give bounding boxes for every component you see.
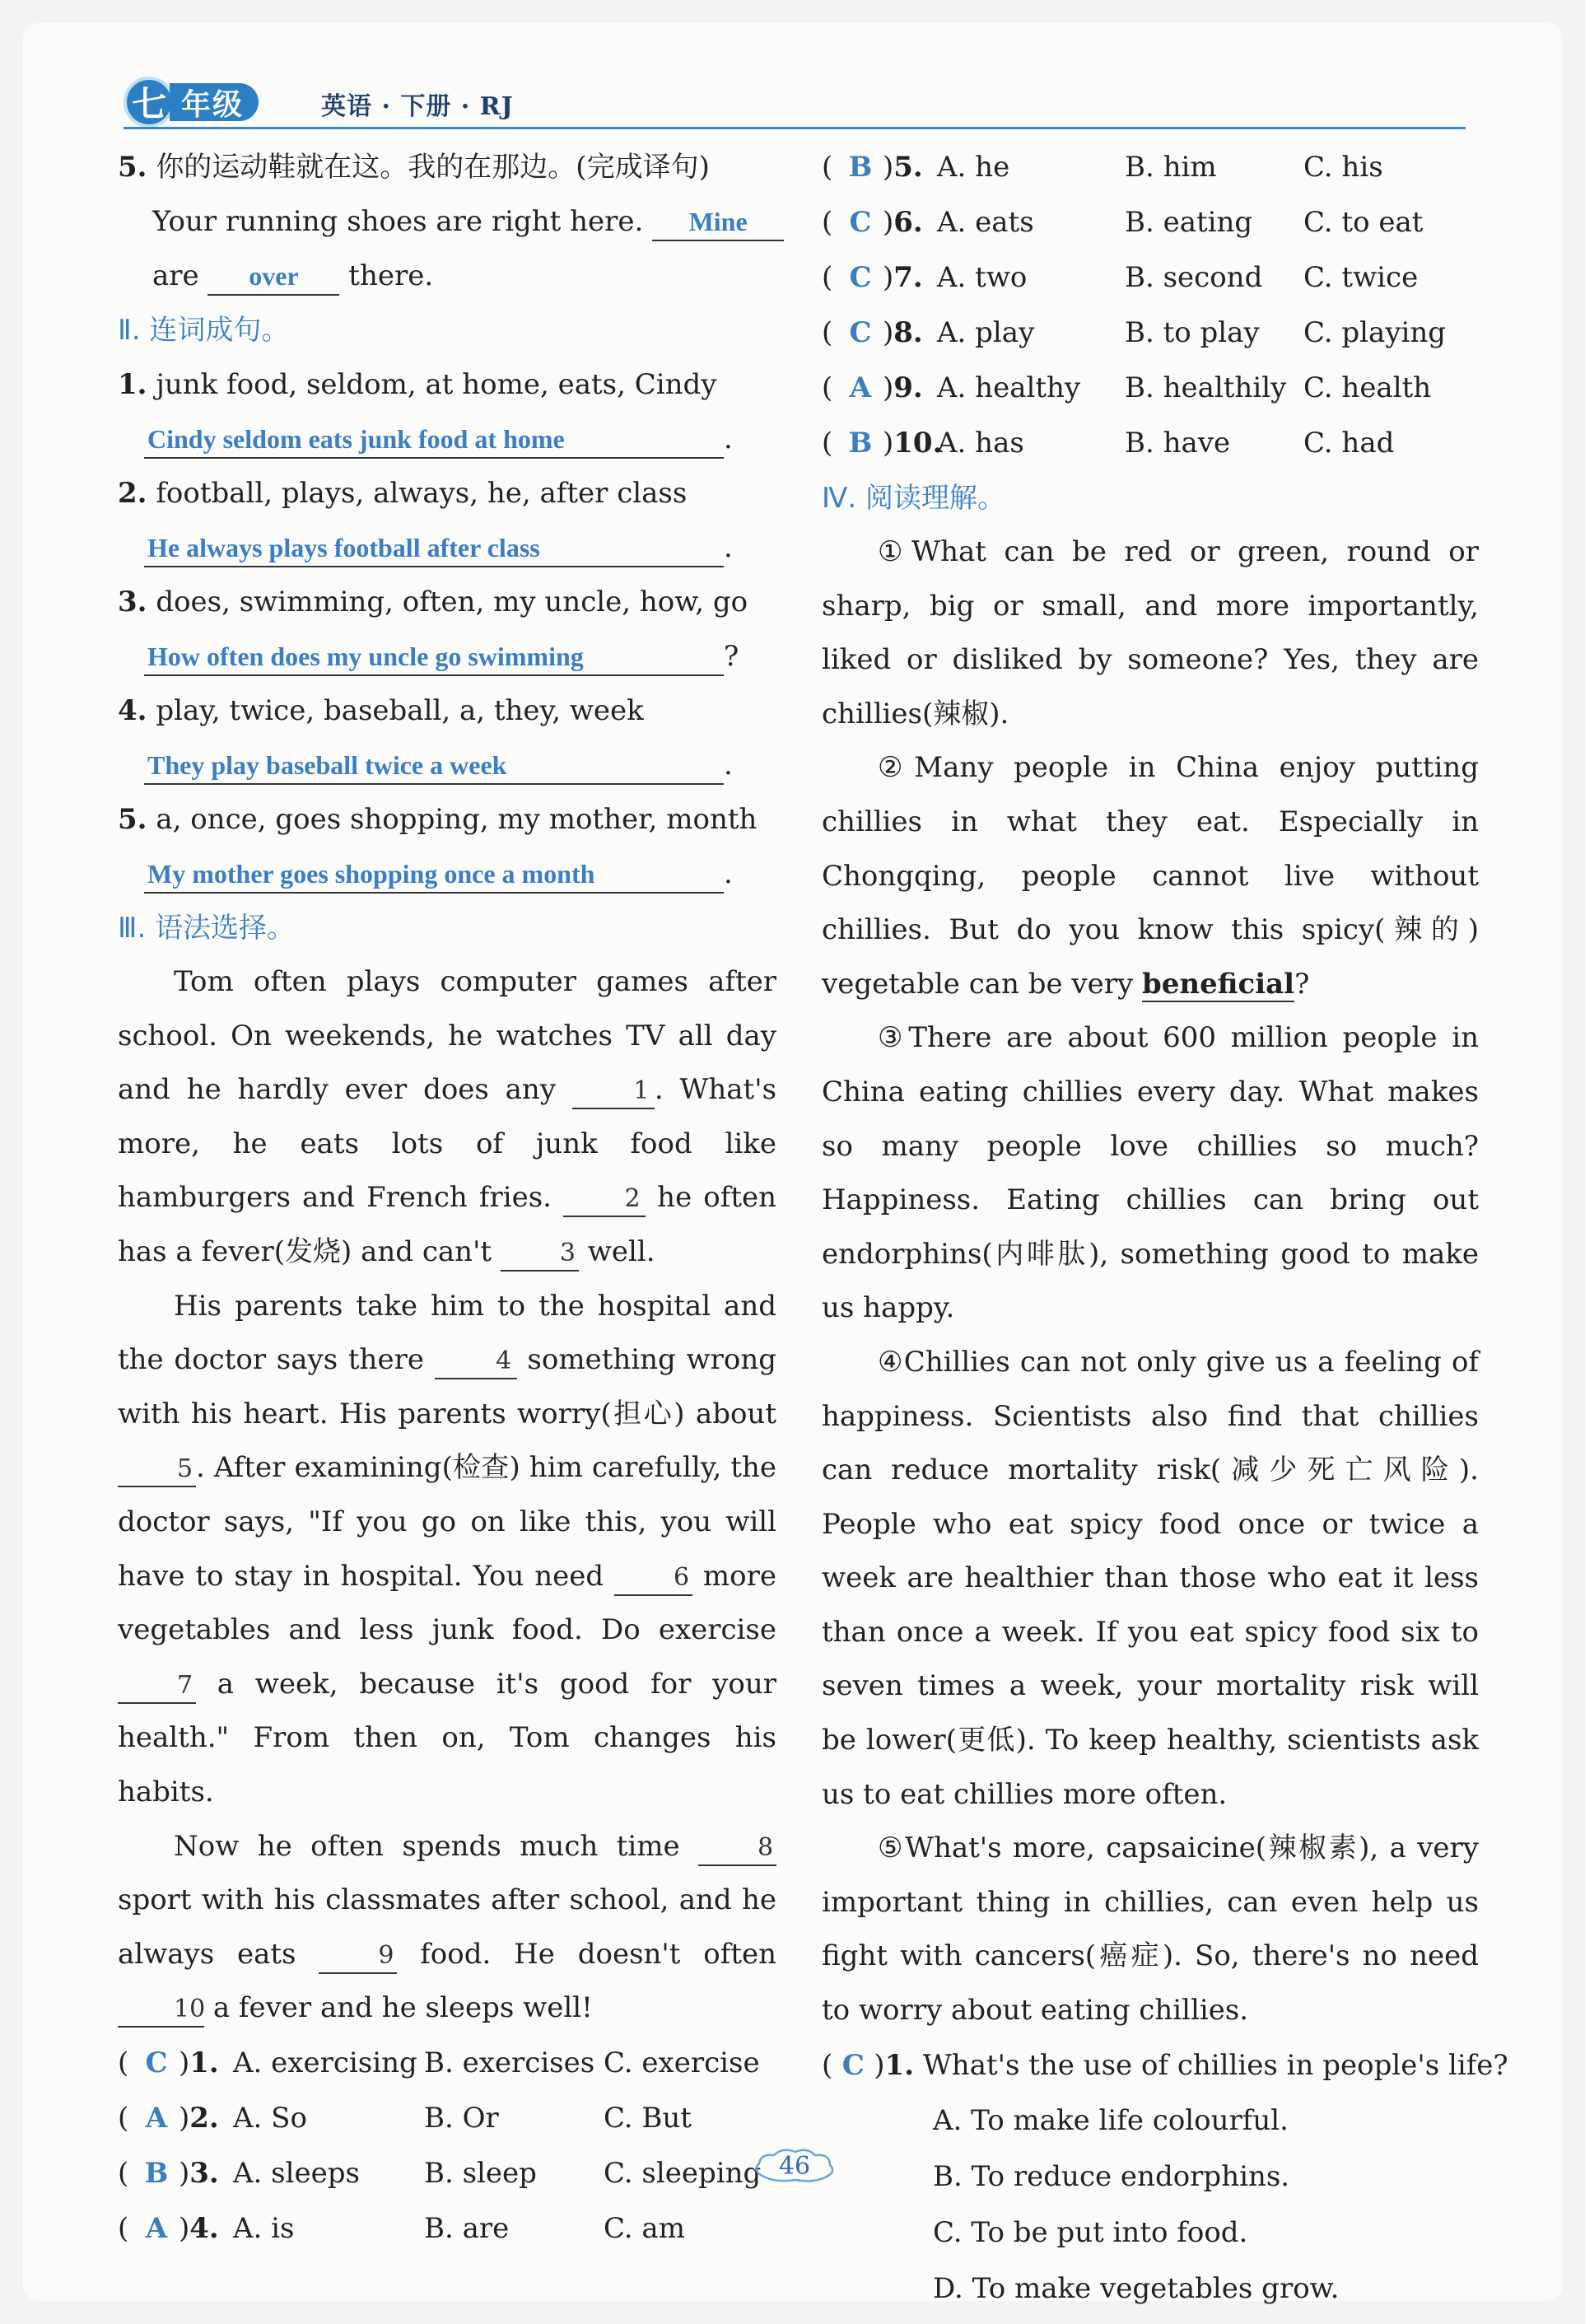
sentence-item-1: 1. junk food, seldom, at home, eats, Cindy	[118, 368, 717, 401]
subject-label: 英语 · 下册 · RJ	[321, 92, 514, 121]
reading-option-d: D. To make vegetables grow.	[933, 2271, 1340, 2305]
grade-badge	[124, 76, 313, 128]
sentence-item-5: 5. a, once, goes shopping, my mother, month	[118, 803, 758, 836]
passage-paragraph-1: Tom often plays computer games after school. On weekends, he watches TV all day and he hardly ever does any 1 . What's more, he eats lots of junk food like hamburgers and French fries. 2 he often has a fever(发烧) and can't 3 well.	[118, 955, 776, 1280]
header-divider	[124, 127, 1466, 129]
translate-line-1: Your running shoes are right here. Mine	[118, 194, 776, 249]
reading-option-b: B. To reduce endorphins.	[933, 2159, 1290, 2193]
grammar-choice-8: ( C )8. A. play B. to play C. playing	[822, 316, 1447, 349]
passage-paragraph-3: Now he often spends much time 8 sport with his classmates after school, and he always eats 9 food. He doesn't often 10 a fever and he sleeps well!	[118, 1820, 776, 2036]
reading-option-a: A. To make life colourful.	[933, 2103, 1289, 2137]
grammar-choices-right	[822, 140, 1479, 471]
reading-paragraph-1: ①What can be red or green, round or sharp, big or small, and more importantly, liked or disliked by someone? Yes, they are chillies(辣椒).	[822, 535, 1479, 730]
section-4-title: Ⅳ. 阅读理解。	[822, 482, 1005, 515]
answer-over: over	[207, 258, 339, 296]
sentence-answer-1: Cindy seldom eats junk food at home .	[118, 412, 776, 466]
sentence-answer-2: He always plays football after class .	[118, 520, 776, 575]
reading-paragraph-5: ⑤What's more, capsaicine(辣椒素), a very important thing in chillies, can even help us fight with cancers(癌症). So, there's no need to worry about eating chillies.	[822, 1832, 1479, 2028]
page-header	[115, 76, 1466, 133]
keyword-beneficial: beneficial	[1142, 967, 1295, 1001]
grade-char: 七	[124, 77, 175, 128]
section-2-items	[118, 357, 776, 901]
grammar-choice-10: ( B )10. A. has B. have C. had	[822, 427, 1395, 460]
reading-paragraph-3: ③There are about 600 million people in China eating chillies every day. What makes so many people love chillies so much? Happiness. Eating chillies can bring out endorphins(内啡肽), something good to make us happy.	[822, 1021, 1479, 1325]
page-number: 46	[778, 2151, 811, 2181]
reading-passage	[822, 525, 1479, 2038]
grammar-choice-9: ( A )9. A. healthy B. healthily C. health	[822, 371, 1432, 404]
grammar-choice-1: ( C )1. A. exercising B. exercises C. exercise	[118, 2046, 760, 2079]
grammar-passage	[118, 955, 776, 2036]
grammar-choice-5: ( B )5. A. he B. him C. his	[822, 151, 1383, 184]
grammar-choice-3: ( B )3. A. sleeps B. sleep C. sleeping	[118, 2156, 762, 2190]
grammar-choices-left	[118, 2036, 776, 2256]
translate-line-2: are over there.	[118, 249, 776, 303]
page-number-badge	[749, 2145, 840, 2186]
sentence-answer-3: How often does my uncle go swimming ?	[118, 629, 776, 684]
sentence-answer-4: They play baseball twice a week .	[118, 738, 776, 792]
right-column	[822, 140, 1508, 2317]
answer-mine: Mine	[652, 203, 784, 241]
grammar-choice-2: ( A )2. A. So B. Or C. But	[118, 2101, 692, 2135]
reading-option-c: C. To be put into food.	[933, 2215, 1248, 2249]
passage-paragraph-2: His parents take him to the hospital and the doctor says there 4 something wrong with his heart. His parents worry(担心) about 5 . After examining(检查) him carefully, the doctor says, "If you go on like this, you will have to stay in hospital. You need 6 more vegetables and less junk food. Do exercise 7 a week, because it's good for your health." From then on, Tom changes his habits.	[118, 1289, 777, 1808]
reading-question-1: ( C )1. What's the use of chillies in people's life?	[822, 2048, 1508, 2082]
grammar-choice-4: ( A )4. A. is B. are C. am	[118, 2211, 685, 2245]
reading-paragraph-4: ④Chillies can not only give us a feeling of happiness. Scientists also find that chillies can reduce mortality risk(减少死亡风险). People who eat spicy food once or twice a week are healthier than those who eat it less than once a week. If you eat spicy food six to seven times a week, your mortality risk will be lower(更低). To keep healthy, scientists ask us to eat chillies more often.	[822, 1345, 1479, 1811]
sentence-item-4: 4. play, twice, baseball, a, they, week	[118, 694, 644, 727]
translate-prompt: 5. 你的运动鞋就在这。我的在那边。(完成译句)	[118, 151, 710, 184]
grammar-choice-7: ( C )7. A. two B. second C. twice	[822, 261, 1419, 294]
sentence-item-2: 2. football, plays, always, he, after class	[118, 477, 688, 510]
grade-word: 年级	[170, 83, 259, 121]
reading-paragraph-2: ②Many people in China enjoy putting chillies in what they eat. Especially in Chongqing, people cannot live without chillies. But do you know this spicy(辣的) vegetable can be very beneficial?	[822, 751, 1479, 1001]
section-3-title: Ⅲ. 语法选择。	[118, 912, 296, 945]
sentence-answer-5: My mother goes shopping once a month .	[118, 847, 776, 901]
reading-options	[822, 2093, 1479, 2317]
grammar-choice-6: ( C )6. A. eats B. eating C. to eat	[822, 206, 1424, 239]
left-column	[118, 140, 776, 2256]
section-2-title: Ⅱ. 连词成句。	[118, 314, 290, 347]
sentence-item-3: 3. does, swimming, often, my uncle, how, go	[118, 586, 748, 618]
